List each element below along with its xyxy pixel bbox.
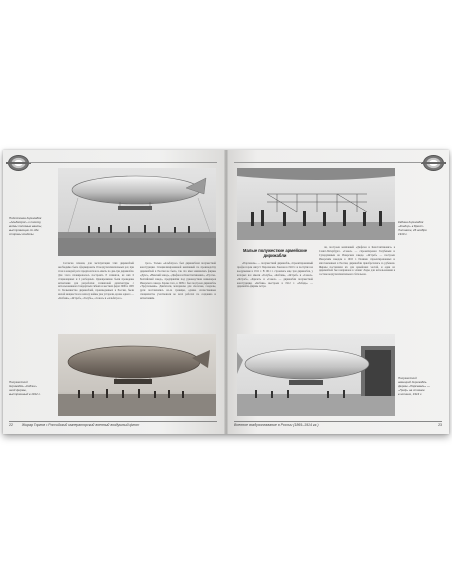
right-caption-2 <box>398 376 446 396</box>
left-caption-1 <box>9 216 55 236</box>
caption-line: выступающие по обе <box>9 228 39 232</box>
right-footer <box>234 423 442 428</box>
caption-line: стороны гондолы <box>9 232 34 236</box>
footer-rule <box>234 421 442 422</box>
body-paragraph: «Парсеваль» — полужесткий дирижабль, спроектированный профессором Август Парсевалем. Заказан в 1910 г. и поступил на вооружение в 1911 г. В 1911 г. строились еще три дирижабля, у которых все имели «Голубь», «Кобчик», «Ястреб» и «Сокол». «Ястреб», «Кречет» и «Сокол» — дирижабли полужесткой конструкции. «Кобчик» выстроен в 1912 г. «Лебедь» — дирижабль фирмы Астра. <box>237 262 313 289</box>
left-page <box>3 150 226 434</box>
photo-airship-grif-hangar <box>237 334 395 416</box>
caption-line: фирмы «Парсеваль» — <box>398 384 430 388</box>
left-footer <box>9 423 139 428</box>
caption-line: Кабина дирижабля <box>398 220 424 224</box>
aviation-emblem-icon <box>8 155 29 171</box>
section-heading <box>237 248 313 258</box>
page-number: 23 <box>438 423 442 427</box>
photo-airship-gondola <box>237 168 395 240</box>
left-caption-2 <box>9 380 55 396</box>
caption-line: Полужесткий <box>9 380 28 384</box>
header-rule <box>29 162 217 163</box>
running-title: Жирар Горлов • Российский императорский военный воздушный флот <box>21 423 140 427</box>
caption-line: «Гриф» на стоянке <box>398 388 425 392</box>
aviation-emblem-icon <box>423 155 444 171</box>
book-spread <box>3 150 449 434</box>
right-page <box>226 150 449 434</box>
left-text-column-2 <box>140 262 216 301</box>
caption-line: 1910 г. <box>398 232 408 236</box>
page-number: 22 <box>9 423 13 427</box>
footer-rule <box>9 421 217 422</box>
body-paragraph: Согласно планам, для эксплуатации этих дирижаблей необходимо было сформировать 16 воздухоплавательных рот, при этом в каждой роте предполагалось иметь по два-три дирижабля. Для этого планировалось построить 8 эллингов, из них 6 стационарных и 2 разборных. Одновременно были проведены испытания для разработки эллинговой архитектуры с использованием стандартных гибких и жестких ферм 1906 и 1905 гг. Большинство дирижаблей, произведенных в России, были малой мощности и к началу войны уже устарели, кроме одного — «Кобчик», «Ястреб», «Голубь», «Сокол» и «Альбатрос». <box>58 262 134 301</box>
caption-line: в эллинге, 1913 г. <box>398 392 423 396</box>
right-text-column-1 <box>237 262 313 289</box>
heading-line: дирижабли <box>263 253 287 258</box>
header-rule <box>234 162 422 163</box>
caption-line: дирижабль «Кобчик» <box>9 384 38 388</box>
body-paragraph: трос». Только «Альбатрос» был дирижаблем полужесткой конструкции. Специализированной компанией по производству дирижаблей в России не было, так что ими занимались фирмы «Дукс», «Невский завод», «Дюфлон и Константинович», «Русско-Балтийский завод», предприятия под руководством инженеров Ижорского завода. Кроме того, в 1909 г. был построен дирижабль «Треугольник». Двигатели, материалы для оболочек, гондолы, рули поставлялись из-за границы, однако отечественные специалисты участвовали во всех работах по созданию и испытаниям. <box>140 262 216 301</box>
caption-line: «Альбатрос» к полету, <box>9 220 42 224</box>
caption-line: выстроенный в 1912 г. <box>9 392 41 396</box>
right-text-column-2 <box>319 246 395 277</box>
photo-airship-albatross <box>58 168 216 256</box>
right-caption-1 <box>398 220 444 236</box>
caption-line: Литовске, 26 ноября <box>398 228 427 232</box>
caption-line: «Кондор» в Брест- <box>398 224 424 228</box>
left-text-column-1 <box>58 262 134 301</box>
caption-line: немецкий дирижабль <box>398 380 427 384</box>
caption-line: иной фирмы, <box>9 388 27 392</box>
caption-line: Подготовка дирижабля <box>9 216 42 220</box>
running-title: Военное воздухоплавание в России (1869–1914 гг.) <box>234 423 319 427</box>
body-paragraph: ли, построен компанией «Дюфлон и Константинович» в Санкт-Петербурге. «Сокол» — спроектирован Голубевым и Сухорукиным на Ижорском заводе. «Ястреб» — построен Ижорским заводом в 1910 г. Помимо спроектированных и изготовленных в России, дирижабли приобретались за рубежом. Фирмы поставляли их для армейских частей, и один из дирижаблей был направлен в эллинг Лиды для использования в составе воздухоплавательного батальона. <box>319 246 395 277</box>
photo-airship-kobchik <box>58 334 216 416</box>
book-gutter <box>224 150 228 434</box>
heading-line: Малые полужесткие армейские <box>243 248 307 253</box>
caption-line: видны полозные ванты, <box>9 224 43 228</box>
caption-line: Полужесткий <box>398 376 417 380</box>
